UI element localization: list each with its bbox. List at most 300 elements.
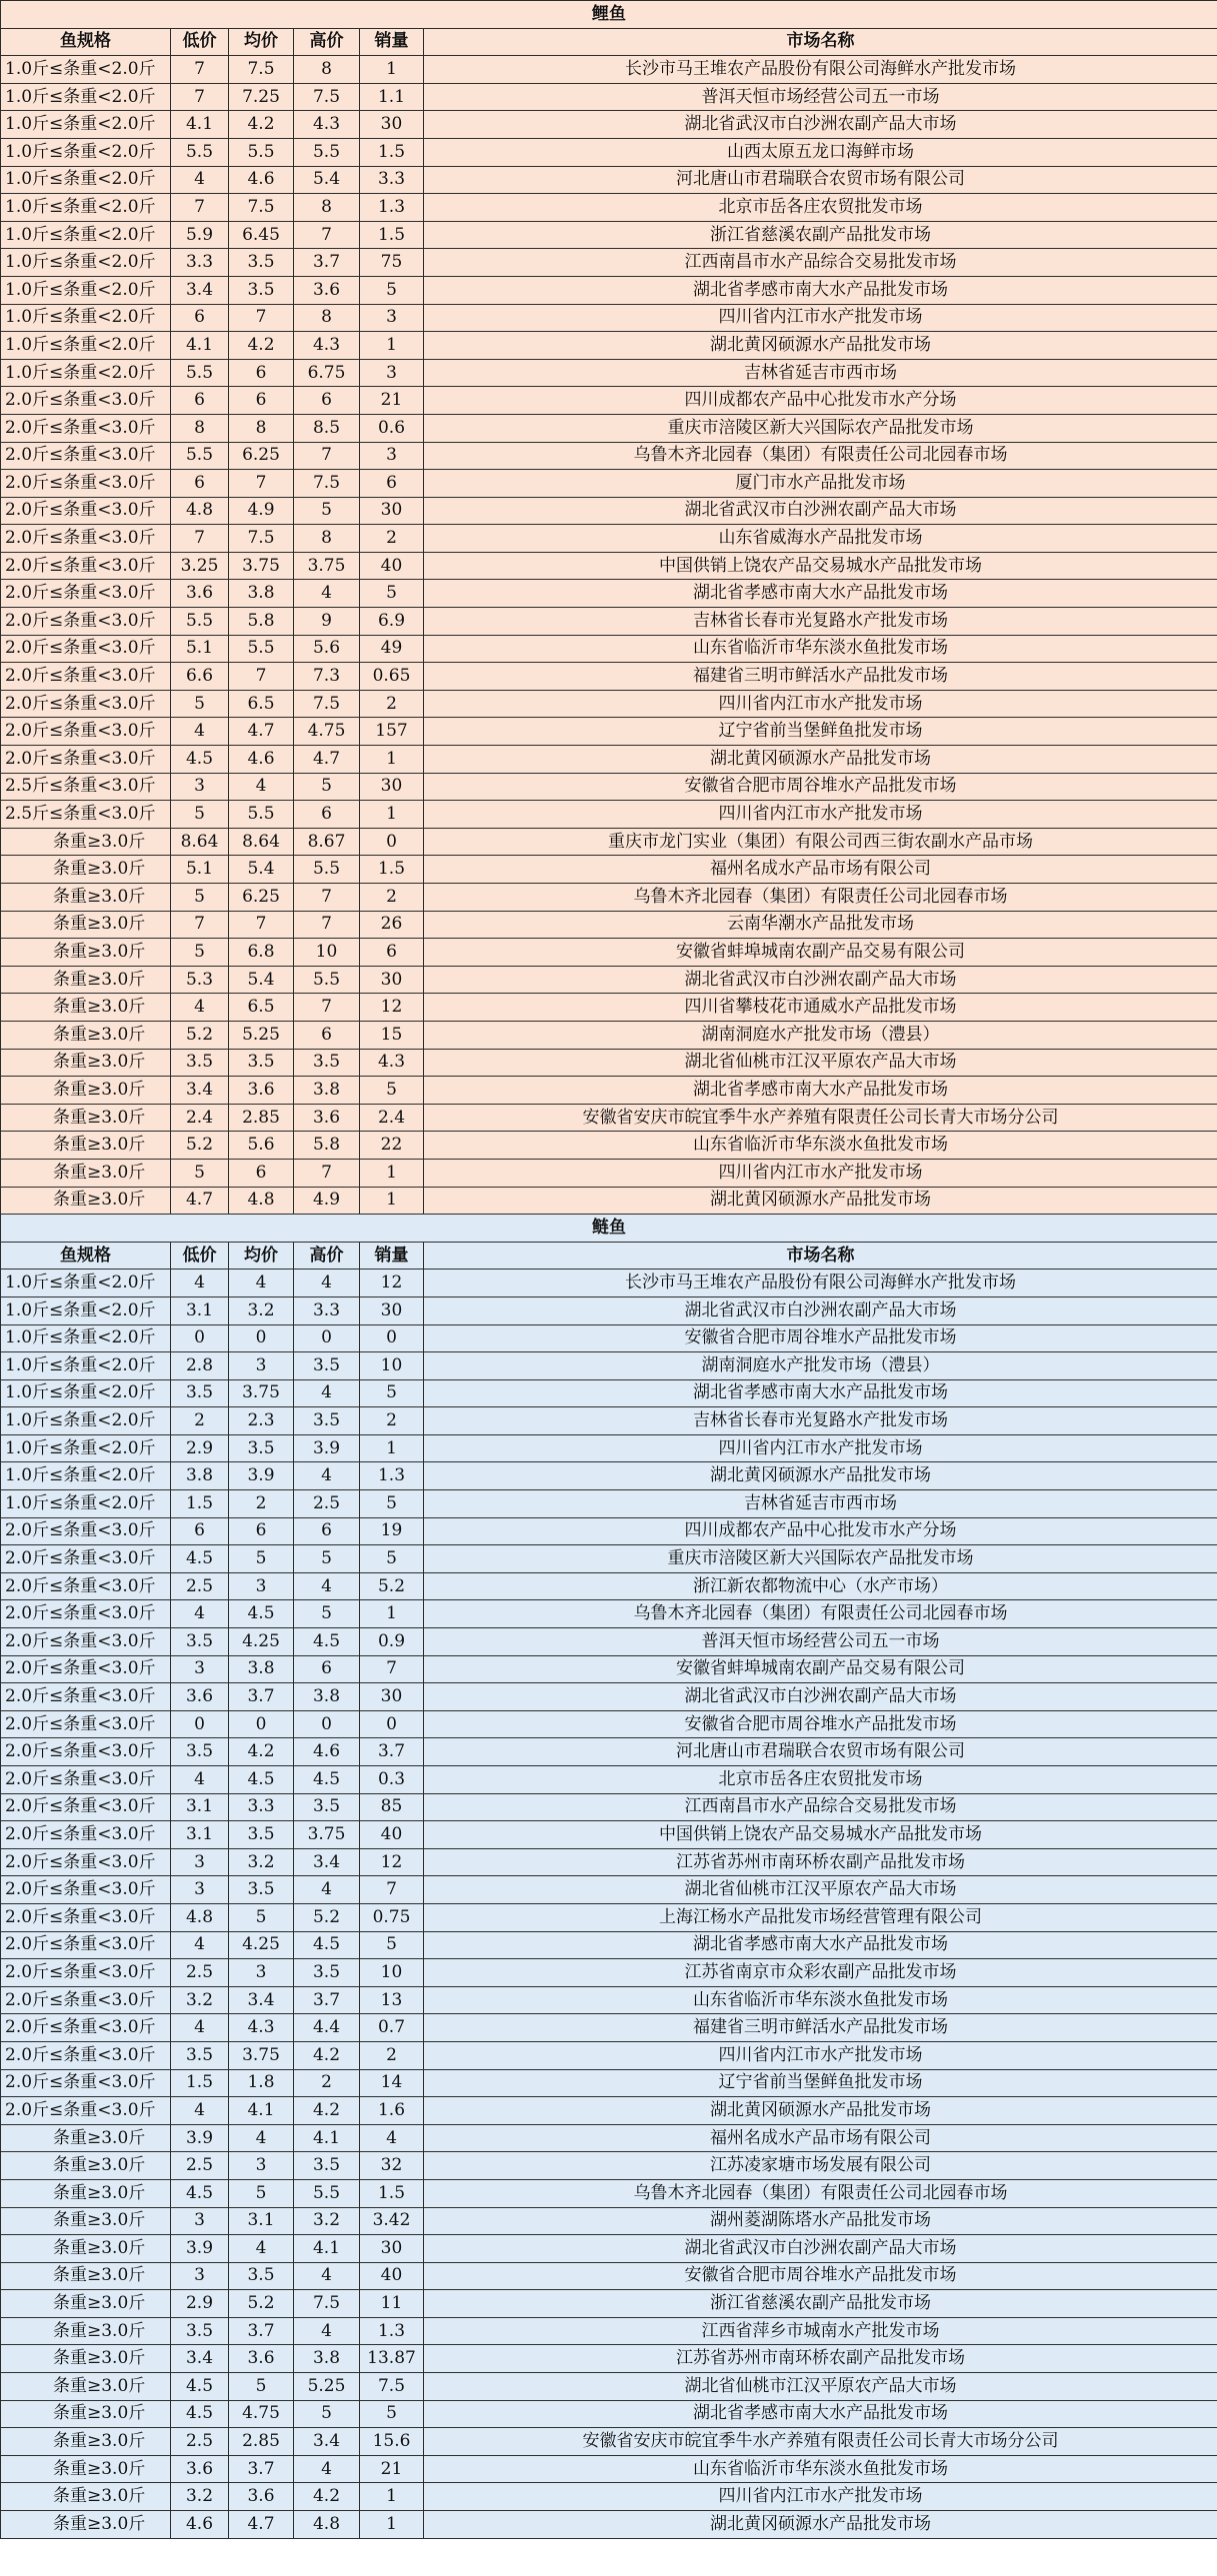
table-row bbox=[1, 2124, 1217, 2152]
cell-market: 江西省萍乡市城南水产批发市场 bbox=[424, 2317, 1217, 2345]
cell-spec: 2.0斤≤条重<3.0斤 bbox=[1, 1655, 171, 1683]
table-row bbox=[1, 2069, 1217, 2097]
cell-avg: 4.2 bbox=[229, 1738, 294, 1766]
cell-avg: 5 bbox=[229, 1903, 294, 1931]
cell-market: 四川成都农产品中心批发市水产分场 bbox=[424, 1517, 1217, 1545]
cell-spec: 2.0斤≤条重<3.0斤 bbox=[1, 1821, 171, 1849]
cell-market: 四川省内江市水产批发市场 bbox=[424, 1434, 1217, 1462]
cell-low: 5.1 bbox=[171, 856, 229, 884]
cell-low: 6.6 bbox=[171, 663, 229, 691]
cell-spec: 2.0斤≤条重<3.0斤 bbox=[1, 1766, 171, 1794]
table-row bbox=[1, 1132, 1217, 1160]
cell-avg: 5.5 bbox=[229, 138, 294, 166]
cell-market: 湖南洞庭水产批发市场（澧县） bbox=[424, 1352, 1217, 1380]
cell-avg: 2 bbox=[229, 1490, 294, 1518]
cell-spec: 条重≥3.0斤 bbox=[1, 2262, 171, 2290]
table-row bbox=[1, 1821, 1217, 1849]
cell-spec: 1.0斤≤条重<2.0斤 bbox=[1, 1434, 171, 1462]
cell-high: 2.5 bbox=[294, 1490, 360, 1518]
cell-high: 7 bbox=[294, 994, 360, 1022]
table-row bbox=[1, 1159, 1217, 1187]
table-row bbox=[1, 1490, 1217, 1518]
section-title-row bbox=[1, 1, 1217, 29]
cell-spec: 2.0斤≤条重<3.0斤 bbox=[1, 2097, 171, 2125]
cell-spec: 条重≥3.0斤 bbox=[1, 1021, 171, 1049]
cell-volume: 3 bbox=[360, 304, 424, 332]
cell-high: 4.4 bbox=[294, 2014, 360, 2042]
cell-low: 7 bbox=[171, 194, 229, 222]
cell-spec: 2.0斤≤条重<3.0斤 bbox=[1, 497, 171, 525]
table-row bbox=[1, 1352, 1217, 1380]
cell-volume: 40 bbox=[360, 2262, 424, 2290]
cell-avg: 4.25 bbox=[229, 1931, 294, 1959]
table-row bbox=[1, 1270, 1217, 1297]
table-row bbox=[1, 1848, 1217, 1876]
cell-low: 5.5 bbox=[171, 442, 229, 470]
cell-spec: 1.0斤≤条重<2.0斤 bbox=[1, 1270, 171, 1297]
cell-market: 上海江杨水产品批发市场经营管理有限公司 bbox=[424, 1903, 1217, 1931]
cell-market: 湖北省仙桃市江汉平原农产品大市场 bbox=[424, 2373, 1217, 2401]
table-row bbox=[1, 663, 1217, 691]
cell-volume: 1 bbox=[360, 56, 424, 84]
cell-volume: 5 bbox=[360, 1545, 424, 1573]
cell-volume: 6 bbox=[360, 939, 424, 967]
cell-low: 2.8 bbox=[171, 1352, 229, 1380]
cell-spec: 1.0斤≤条重<2.0斤 bbox=[1, 1490, 171, 1518]
cell-avg: 6 bbox=[229, 387, 294, 415]
cell-high: 0 bbox=[294, 1324, 360, 1352]
cell-high: 6 bbox=[294, 801, 360, 829]
table-row bbox=[1, 1738, 1217, 1766]
cell-avg: 2.85 bbox=[229, 1104, 294, 1132]
cell-low: 5 bbox=[171, 1159, 229, 1187]
cell-low: 3.3 bbox=[171, 249, 229, 277]
cell-market: 湖北省武汉市白沙洲农副产品大市场 bbox=[424, 1683, 1217, 1711]
cell-avg: 3.75 bbox=[229, 2041, 294, 2069]
cell-high: 3.4 bbox=[294, 1848, 360, 1876]
cell-market: 江苏省苏州市南环桥农副产品批发市场 bbox=[424, 1848, 1217, 1876]
cell-avg: 4 bbox=[229, 2124, 294, 2152]
cell-low: 4.5 bbox=[171, 746, 229, 774]
cell-high: 5.5 bbox=[294, 2179, 360, 2207]
cell-low: 4 bbox=[171, 994, 229, 1022]
cell-high: 4.9 bbox=[294, 1187, 360, 1215]
cell-low: 3.1 bbox=[171, 1793, 229, 1821]
cell-spec: 1.0斤≤条重<2.0斤 bbox=[1, 1296, 171, 1324]
cell-low: 5.2 bbox=[171, 1132, 229, 1160]
cell-spec: 条重≥3.0斤 bbox=[1, 828, 171, 856]
cell-volume: 5 bbox=[360, 580, 424, 608]
cell-high: 3.8 bbox=[294, 1683, 360, 1711]
cell-market: 江西南昌市水产品综合交易批发市场 bbox=[424, 1793, 1217, 1821]
cell-spec: 2.0斤≤条重<3.0斤 bbox=[1, 2041, 171, 2069]
cell-market: 湖北省孝感市南大水产品批发市场 bbox=[424, 580, 1217, 608]
table-row bbox=[1, 2373, 1217, 2401]
cell-low: 3.2 bbox=[171, 1986, 229, 2014]
cell-high: 4 bbox=[294, 580, 360, 608]
header-high: 高价 bbox=[294, 28, 360, 56]
header-spec: 鱼规格 bbox=[1, 1242, 171, 1270]
cell-high: 5.6 bbox=[294, 635, 360, 663]
cell-volume: 14 bbox=[360, 2069, 424, 2097]
cell-low: 3.5 bbox=[171, 2041, 229, 2069]
cell-volume: 3.42 bbox=[360, 2207, 424, 2235]
cell-spec: 2.0斤≤条重<3.0斤 bbox=[1, 1545, 171, 1573]
cell-avg: 3.7 bbox=[229, 2317, 294, 2345]
cell-avg: 5.25 bbox=[229, 1021, 294, 1049]
cell-low: 3.6 bbox=[171, 580, 229, 608]
cell-avg: 3.5 bbox=[229, 249, 294, 277]
cell-high: 5.5 bbox=[294, 966, 360, 994]
table-row bbox=[1, 1683, 1217, 1711]
cell-market: 中国供销上饶农产品交易城水产品批发市场 bbox=[424, 1821, 1217, 1849]
cell-low: 5.9 bbox=[171, 221, 229, 249]
cell-volume: 0.9 bbox=[360, 1628, 424, 1656]
cell-avg: 7.25 bbox=[229, 83, 294, 111]
cell-market: 重庆市龙门实业（集团）有限公司西三街农副水产品市场 bbox=[424, 828, 1217, 856]
cell-spec: 1.0斤≤条重<2.0斤 bbox=[1, 56, 171, 84]
cell-avg: 3.6 bbox=[229, 2483, 294, 2511]
cell-market: 湖北省孝感市南大水产品批发市场 bbox=[424, 1931, 1217, 1959]
cell-volume: 5 bbox=[360, 2400, 424, 2428]
cell-low: 4.5 bbox=[171, 1545, 229, 1573]
cell-high: 6 bbox=[294, 1655, 360, 1683]
cell-high: 7 bbox=[294, 442, 360, 470]
cell-high: 3.5 bbox=[294, 2152, 360, 2180]
cell-spec: 条重≥3.0斤 bbox=[1, 1104, 171, 1132]
cell-spec: 2.0斤≤条重<3.0斤 bbox=[1, 470, 171, 498]
cell-low: 7 bbox=[171, 56, 229, 84]
cell-spec: 条重≥3.0斤 bbox=[1, 2455, 171, 2483]
cell-spec: 2.0斤≤条重<3.0斤 bbox=[1, 1793, 171, 1821]
cell-high: 4.5 bbox=[294, 1628, 360, 1656]
table-row bbox=[1, 608, 1217, 636]
cell-spec: 条重≥3.0斤 bbox=[1, 939, 171, 967]
table-row bbox=[1, 83, 1217, 111]
table-row bbox=[1, 828, 1217, 856]
cell-low: 1.5 bbox=[171, 1490, 229, 1518]
cell-avg: 4.75 bbox=[229, 2400, 294, 2428]
cell-low: 7 bbox=[171, 525, 229, 553]
cell-avg: 3.5 bbox=[229, 1049, 294, 1077]
cell-volume: 32 bbox=[360, 2152, 424, 2180]
cell-volume: 1.5 bbox=[360, 856, 424, 884]
header-volume: 销量 bbox=[360, 28, 424, 56]
cell-low: 6 bbox=[171, 387, 229, 415]
cell-spec: 2.0斤≤条重<3.0斤 bbox=[1, 387, 171, 415]
table-row bbox=[1, 497, 1217, 525]
cell-high: 7.3 bbox=[294, 663, 360, 691]
cell-market: 湖北省武汉市白沙洲农副产品大市场 bbox=[424, 966, 1217, 994]
table-row bbox=[1, 1104, 1217, 1132]
table-row bbox=[1, 718, 1217, 746]
cell-volume: 3.7 bbox=[360, 1738, 424, 1766]
cell-avg: 7 bbox=[229, 304, 294, 332]
cell-volume: 21 bbox=[360, 2455, 424, 2483]
cell-high: 3.5 bbox=[294, 1407, 360, 1435]
cell-low: 2 bbox=[171, 1407, 229, 1435]
cell-spec: 2.0斤≤条重<3.0斤 bbox=[1, 718, 171, 746]
cell-avg: 6.5 bbox=[229, 994, 294, 1022]
section-title-row bbox=[1, 1215, 1217, 1243]
table-row bbox=[1, 939, 1217, 967]
cell-volume: 0 bbox=[360, 1710, 424, 1738]
cell-volume: 5 bbox=[360, 1931, 424, 1959]
cell-avg: 7.5 bbox=[229, 56, 294, 84]
cell-high: 4.3 bbox=[294, 332, 360, 360]
cell-avg: 1.8 bbox=[229, 2069, 294, 2097]
cell-volume: 75 bbox=[360, 249, 424, 277]
cell-market: 江苏凌家塘市场发展有限公司 bbox=[424, 2152, 1217, 2180]
cell-volume: 3 bbox=[360, 442, 424, 470]
cell-market: 江苏省南京市众彩农副产品批发市场 bbox=[424, 1959, 1217, 1987]
cell-market: 浙江省慈溪农副产品批发市场 bbox=[424, 2290, 1217, 2318]
cell-low: 4 bbox=[171, 166, 229, 194]
cell-avg: 8.64 bbox=[229, 828, 294, 856]
cell-low: 3 bbox=[171, 2207, 229, 2235]
cell-high: 3.6 bbox=[294, 1104, 360, 1132]
cell-high: 10 bbox=[294, 939, 360, 967]
cell-avg: 3.2 bbox=[229, 1296, 294, 1324]
cell-spec: 1.0斤≤条重<2.0斤 bbox=[1, 276, 171, 304]
cell-low: 7 bbox=[171, 911, 229, 939]
cell-high: 7.5 bbox=[294, 83, 360, 111]
cell-avg: 6 bbox=[229, 359, 294, 387]
cell-high: 6 bbox=[294, 1021, 360, 1049]
cell-avg: 5.6 bbox=[229, 1132, 294, 1160]
cell-avg: 4 bbox=[229, 2235, 294, 2263]
cell-high: 7 bbox=[294, 221, 360, 249]
cell-low: 4.8 bbox=[171, 1903, 229, 1931]
cell-volume: 1.6 bbox=[360, 2097, 424, 2125]
cell-spec: 2.0斤≤条重<3.0斤 bbox=[1, 1876, 171, 1904]
cell-volume: 30 bbox=[360, 1296, 424, 1324]
table-row bbox=[1, 2235, 1217, 2263]
cell-high: 5 bbox=[294, 1600, 360, 1628]
cell-high: 3.2 bbox=[294, 2207, 360, 2235]
cell-volume: 0 bbox=[360, 828, 424, 856]
cell-spec: 2.0斤≤条重<3.0斤 bbox=[1, 635, 171, 663]
cell-high: 5.4 bbox=[294, 166, 360, 194]
cell-volume: 2 bbox=[360, 1407, 424, 1435]
cell-volume: 10 bbox=[360, 1959, 424, 1987]
cell-market: 湖北省孝感市南大水产品批发市场 bbox=[424, 1379, 1217, 1407]
table-row bbox=[1, 2152, 1217, 2180]
cell-low: 4.8 bbox=[171, 497, 229, 525]
cell-market: 福州名成水产品市场有限公司 bbox=[424, 2124, 1217, 2152]
cell-market: 山东省临沂市华东淡水鱼批发市场 bbox=[424, 1986, 1217, 2014]
table-row bbox=[1, 552, 1217, 580]
cell-spec: 条重≥3.0斤 bbox=[1, 994, 171, 1022]
table-row bbox=[1, 1931, 1217, 1959]
cell-low: 3.4 bbox=[171, 276, 229, 304]
cell-high: 4 bbox=[294, 1270, 360, 1297]
cell-low: 5.1 bbox=[171, 635, 229, 663]
cell-high: 5.25 bbox=[294, 2373, 360, 2401]
table-row bbox=[1, 1324, 1217, 1352]
cell-volume: 15.6 bbox=[360, 2428, 424, 2456]
cell-market: 北京市岳各庄农贸批发市场 bbox=[424, 1766, 1217, 1794]
cell-spec: 1.0斤≤条重<2.0斤 bbox=[1, 111, 171, 139]
cell-avg: 6.25 bbox=[229, 442, 294, 470]
cell-high: 3.5 bbox=[294, 1793, 360, 1821]
cell-volume: 157 bbox=[360, 718, 424, 746]
cell-low: 4 bbox=[171, 2014, 229, 2042]
cell-market: 湖北省孝感市南大水产品批发市场 bbox=[424, 2400, 1217, 2428]
cell-avg: 6.8 bbox=[229, 939, 294, 967]
cell-spec: 条重≥3.0斤 bbox=[1, 2290, 171, 2318]
cell-high: 3.5 bbox=[294, 1959, 360, 1987]
cell-volume: 5 bbox=[360, 276, 424, 304]
cell-volume: 4 bbox=[360, 2124, 424, 2152]
cell-spec: 1.0斤≤条重<2.0斤 bbox=[1, 1324, 171, 1352]
cell-high: 7 bbox=[294, 1159, 360, 1187]
cell-low: 4 bbox=[171, 2097, 229, 2125]
cell-high: 4 bbox=[294, 1876, 360, 1904]
cell-avg: 2.3 bbox=[229, 1407, 294, 1435]
cell-volume: 15 bbox=[360, 1021, 424, 1049]
cell-high: 4.2 bbox=[294, 2097, 360, 2125]
cell-high: 4.2 bbox=[294, 2041, 360, 2069]
cell-low: 4 bbox=[171, 1270, 229, 1297]
cell-volume: 1.5 bbox=[360, 138, 424, 166]
cell-market: 乌鲁木齐北园春（集团）有限责任公司北园春市场 bbox=[424, 1600, 1217, 1628]
cell-spec: 2.0斤≤条重<3.0斤 bbox=[1, 690, 171, 718]
cell-high: 4 bbox=[294, 1462, 360, 1490]
cell-spec: 2.0斤≤条重<3.0斤 bbox=[1, 1710, 171, 1738]
cell-low: 4 bbox=[171, 718, 229, 746]
cell-low: 4.1 bbox=[171, 111, 229, 139]
cell-market: 江苏省苏州市南环桥农副产品批发市场 bbox=[424, 2345, 1217, 2373]
table-row bbox=[1, 635, 1217, 663]
table-row bbox=[1, 2345, 1217, 2373]
cell-market: 安徽省合肥市周谷堆水产品批发市场 bbox=[424, 1710, 1217, 1738]
cell-low: 3 bbox=[171, 1655, 229, 1683]
cell-avg: 5 bbox=[229, 2373, 294, 2401]
table-row bbox=[1, 332, 1217, 360]
cell-low: 5 bbox=[171, 884, 229, 912]
cell-high: 0 bbox=[294, 1710, 360, 1738]
header-avg: 均价 bbox=[229, 1242, 294, 1270]
cell-avg: 3 bbox=[229, 1352, 294, 1380]
cell-market: 四川省内江市水产批发市场 bbox=[424, 2041, 1217, 2069]
cell-low: 4.5 bbox=[171, 2400, 229, 2428]
cell-low: 3.25 bbox=[171, 552, 229, 580]
cell-high: 3.8 bbox=[294, 2345, 360, 2373]
cell-spec: 条重≥3.0斤 bbox=[1, 2400, 171, 2428]
cell-low: 3.5 bbox=[171, 1738, 229, 1766]
cell-spec: 条重≥3.0斤 bbox=[1, 2235, 171, 2263]
cell-market: 湖北省仙桃市江汉平原农产品大市场 bbox=[424, 1876, 1217, 1904]
table-row bbox=[1, 1545, 1217, 1573]
cell-avg: 3.9 bbox=[229, 1462, 294, 1490]
cell-spec: 2.0斤≤条重<3.0斤 bbox=[1, 2014, 171, 2042]
cell-market: 湖南洞庭水产批发市场（澧县） bbox=[424, 1021, 1217, 1049]
table-row bbox=[1, 1462, 1217, 1490]
cell-market: 乌鲁木齐北园春（集团）有限责任公司北园春市场 bbox=[424, 884, 1217, 912]
cell-high: 4.6 bbox=[294, 1738, 360, 1766]
cell-volume: 19 bbox=[360, 1517, 424, 1545]
cell-high: 3.8 bbox=[294, 1077, 360, 1105]
table-row bbox=[1, 2262, 1217, 2290]
cell-avg: 3.75 bbox=[229, 552, 294, 580]
cell-market: 湖北省武汉市白沙洲农副产品大市场 bbox=[424, 497, 1217, 525]
cell-market: 福州名成水产品市场有限公司 bbox=[424, 856, 1217, 884]
cell-market: 普洱天恒市场经营公司五一市场 bbox=[424, 1628, 1217, 1656]
cell-avg: 6 bbox=[229, 1159, 294, 1187]
cell-volume: 40 bbox=[360, 552, 424, 580]
cell-market: 湖北省孝感市南大水产品批发市场 bbox=[424, 1077, 1217, 1105]
cell-low: 3.2 bbox=[171, 2483, 229, 2511]
cell-volume: 1 bbox=[360, 801, 424, 829]
header-avg: 均价 bbox=[229, 28, 294, 56]
cell-low: 0 bbox=[171, 1324, 229, 1352]
table-row bbox=[1, 111, 1217, 139]
cell-avg: 4.9 bbox=[229, 497, 294, 525]
table-row bbox=[1, 1655, 1217, 1683]
cell-spec: 2.5斤≤条重<3.0斤 bbox=[1, 801, 171, 829]
cell-high: 3.75 bbox=[294, 552, 360, 580]
cell-high: 5 bbox=[294, 497, 360, 525]
table-row bbox=[1, 1628, 1217, 1656]
cell-volume: 21 bbox=[360, 387, 424, 415]
cell-spec: 条重≥3.0斤 bbox=[1, 856, 171, 884]
cell-avg: 3.6 bbox=[229, 2345, 294, 2373]
cell-market: 湖北黄冈硕源水产品批发市场 bbox=[424, 2097, 1217, 2125]
cell-market: 浙江新农都物流中心（水产市场） bbox=[424, 1572, 1217, 1600]
cell-high: 7.5 bbox=[294, 2290, 360, 2318]
cell-low: 5 bbox=[171, 690, 229, 718]
cell-low: 6 bbox=[171, 304, 229, 332]
cell-market: 江西南昌市水产品综合交易批发市场 bbox=[424, 249, 1217, 277]
cell-volume: 13 bbox=[360, 1986, 424, 2014]
cell-avg: 7 bbox=[229, 911, 294, 939]
table-row bbox=[1, 2179, 1217, 2207]
cell-high: 6 bbox=[294, 387, 360, 415]
cell-avg: 5.5 bbox=[229, 801, 294, 829]
cell-market: 长沙市马王堆农产品股份有限公司海鲜水产批发市场 bbox=[424, 56, 1217, 84]
cell-spec: 2.0斤≤条重<3.0斤 bbox=[1, 1959, 171, 1987]
header-market: 市场名称 bbox=[424, 28, 1217, 56]
table-row bbox=[1, 2097, 1217, 2125]
cell-avg: 5.8 bbox=[229, 608, 294, 636]
cell-volume: 1 bbox=[360, 2483, 424, 2511]
cell-volume: 2 bbox=[360, 525, 424, 553]
table-row bbox=[1, 1876, 1217, 1904]
cell-high: 7.5 bbox=[294, 690, 360, 718]
cell-volume: 0.3 bbox=[360, 1766, 424, 1794]
cell-spec: 2.0斤≤条重<3.0斤 bbox=[1, 1986, 171, 2014]
cell-volume: 1.5 bbox=[360, 221, 424, 249]
cell-spec: 2.0斤≤条重<3.0斤 bbox=[1, 1848, 171, 1876]
cell-spec: 2.0斤≤条重<3.0斤 bbox=[1, 442, 171, 470]
cell-spec: 1.0斤≤条重<2.0斤 bbox=[1, 83, 171, 111]
cell-avg: 4.7 bbox=[229, 2511, 294, 2539]
cell-spec: 2.0斤≤条重<3.0斤 bbox=[1, 1931, 171, 1959]
cell-market: 安徽省蚌埠城南农副产品交易有限公司 bbox=[424, 1655, 1217, 1683]
cell-volume: 30 bbox=[360, 111, 424, 139]
cell-spec: 条重≥3.0斤 bbox=[1, 911, 171, 939]
table-row bbox=[1, 2317, 1217, 2345]
cell-market: 湖北省仙桃市江汉平原农产品大市场 bbox=[424, 1049, 1217, 1077]
cell-spec: 条重≥3.0斤 bbox=[1, 2428, 171, 2456]
cell-avg: 4.3 bbox=[229, 2014, 294, 2042]
cell-spec: 条重≥3.0斤 bbox=[1, 2345, 171, 2373]
cell-spec: 2.0斤≤条重<3.0斤 bbox=[1, 1738, 171, 1766]
table-row bbox=[1, 1517, 1217, 1545]
cell-volume: 6.9 bbox=[360, 608, 424, 636]
cell-volume: 0.6 bbox=[360, 414, 424, 442]
